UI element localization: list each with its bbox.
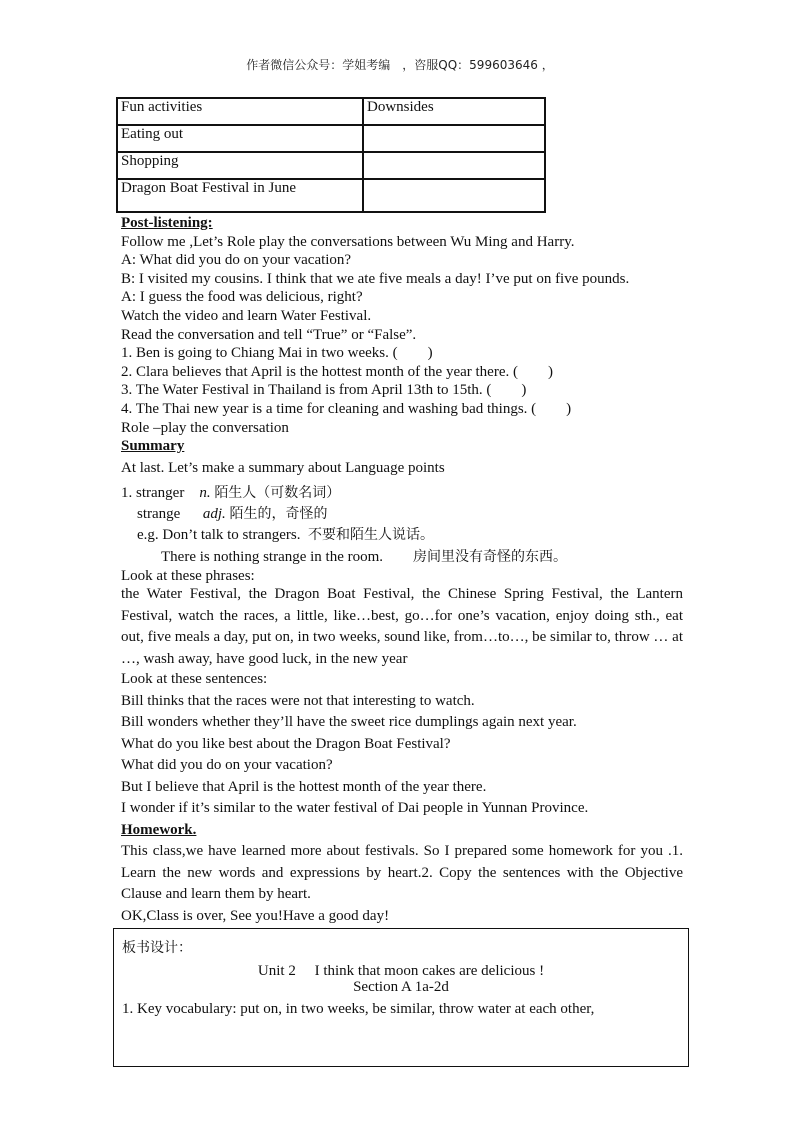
vocab-word: strange: [137, 506, 181, 522]
table-header-cell: Fun activities: [117, 98, 363, 125]
board-title: 板书设计：: [122, 940, 192, 956]
text-line: Role –play the conversation: [121, 419, 289, 436]
vocab-item-strange: [137, 503, 328, 523]
example-en: There is nothing strange in the room.: [161, 549, 384, 565]
sentence-line: But I believe that April is the hottest month of the year there.: [121, 778, 487, 795]
text-line: Read the conversation and tell “True” or “False”.: [121, 326, 417, 343]
phrases-label: Look at these phrases:: [121, 568, 255, 584]
table-row: [117, 152, 545, 179]
vocab-definition: 陌生人（可数名词）: [214, 485, 341, 501]
board-section-title: Section A 1a-2d: [353, 979, 449, 995]
question-line: 2. Clara believes that April is the hottest month of the year there. ( ): [121, 363, 553, 380]
sentence-line: Bill thinks that the races were not that interesting to watch.: [121, 692, 475, 709]
table-row: [117, 125, 545, 152]
activities-table: [116, 97, 546, 213]
example-en: e.g. Don’t talk to strangers.: [137, 527, 301, 543]
text-line: A: I guess the food was delicious, right?: [121, 289, 363, 306]
sentence-line: What did you do on your vacation?: [121, 757, 333, 773]
question-line: 1. Ben is going to Chiang Mai in two weeks. ( ): [121, 345, 433, 362]
question-line: 3. The Water Festival in Thailand is from April 13th to 15th. ( ): [121, 382, 527, 399]
text-line: A: What did you do on your vacation?: [121, 252, 352, 269]
vocab-word: 1. stranger: [121, 485, 185, 501]
homework-text: This class,we have learned more about festivals. So I prepared some homework for you .1. Learn the new words and expressions by heart.2. Copy the sentences with the Objective Clause and learn them by heart.: [121, 843, 683, 902]
table-cell: Eating out: [117, 125, 363, 152]
table-cell: Shopping: [117, 152, 363, 179]
summary-heading: Summary: [121, 438, 185, 455]
board-unit-title: Unit 2 I think that moon cakes are delicious !: [257, 963, 545, 979]
summary-intro: At last. Let’s make a summary about Language points: [121, 459, 445, 476]
question-line: 4. The Thai new year is a time for cleaning and washing bad things. ( ): [121, 400, 572, 417]
table-cell: [363, 179, 545, 212]
sentences-block: [121, 669, 683, 927]
board-key-vocabulary: 1. Key vocabulary: put on, in two weeks, be similar, throw water at each other,: [122, 1001, 595, 1017]
table-header-cell: Downsides: [363, 98, 545, 125]
table-row: [117, 179, 545, 212]
example-sentence: [137, 524, 434, 544]
page-header: 作者微信公众号：学姐考编 ，咨服QQ：599603646 ，: [246, 58, 554, 72]
vocab-definition: 陌生的，奇怪的: [229, 506, 328, 522]
table-cell: [363, 125, 545, 152]
table-cell: [363, 152, 545, 179]
homework-heading: Homework.: [121, 821, 197, 838]
post-listening-section: [121, 214, 681, 477]
vocab-pos: adj.: [202, 506, 226, 522]
blackboard-design-box: [113, 928, 689, 1067]
vocab-item-stranger: [121, 482, 340, 502]
table-cell: Dragon Boat Festival in June: [117, 179, 363, 212]
sentence-line: Bill wonders whether they’ll have the sweet rice dumplings again next year.: [121, 714, 577, 730]
example-zh: 不要和陌生人说话。: [307, 527, 434, 543]
sentence-line: What do you like best about the Dragon Boat Festival?: [121, 735, 451, 752]
post-listening-heading: Post-listening:: [121, 215, 213, 231]
text-line: Follow me ,Let’s Role play the conversations between Wu Ming and Harry.: [121, 233, 575, 250]
table-header-row: [117, 98, 545, 125]
text-line: Watch the video and learn Water Festival.: [121, 307, 372, 324]
sentences-label: Look at these sentences:: [121, 671, 268, 687]
example-zh: 房间里没有奇怪的东西。: [413, 549, 568, 565]
sentence-line: I wonder if it’s similar to the water festival of Dai people in Yunnan Province.: [121, 800, 589, 816]
phrases-paragraph: the Water Festival, the Dragon Boat Festival, the Chinese Spring Festival, the Lantern Festival, watch the races, a little, like…best, go…for one’s vacation, enjoy doing sth., eat out, five meals a day, put on, in two weeks, sound like, from…to…, be similar to, throw … at …, wash away, have good luck, in the new year: [121, 586, 683, 667]
text-line: B: I visited my cousins. I think that we ate five meals a day! I’ve put on five pounds.: [121, 270, 630, 287]
example-sentence: [161, 546, 567, 566]
closing-line: OK,Class is over, See you!Have a good day!: [121, 907, 390, 924]
vocab-pos: n.: [199, 485, 211, 501]
